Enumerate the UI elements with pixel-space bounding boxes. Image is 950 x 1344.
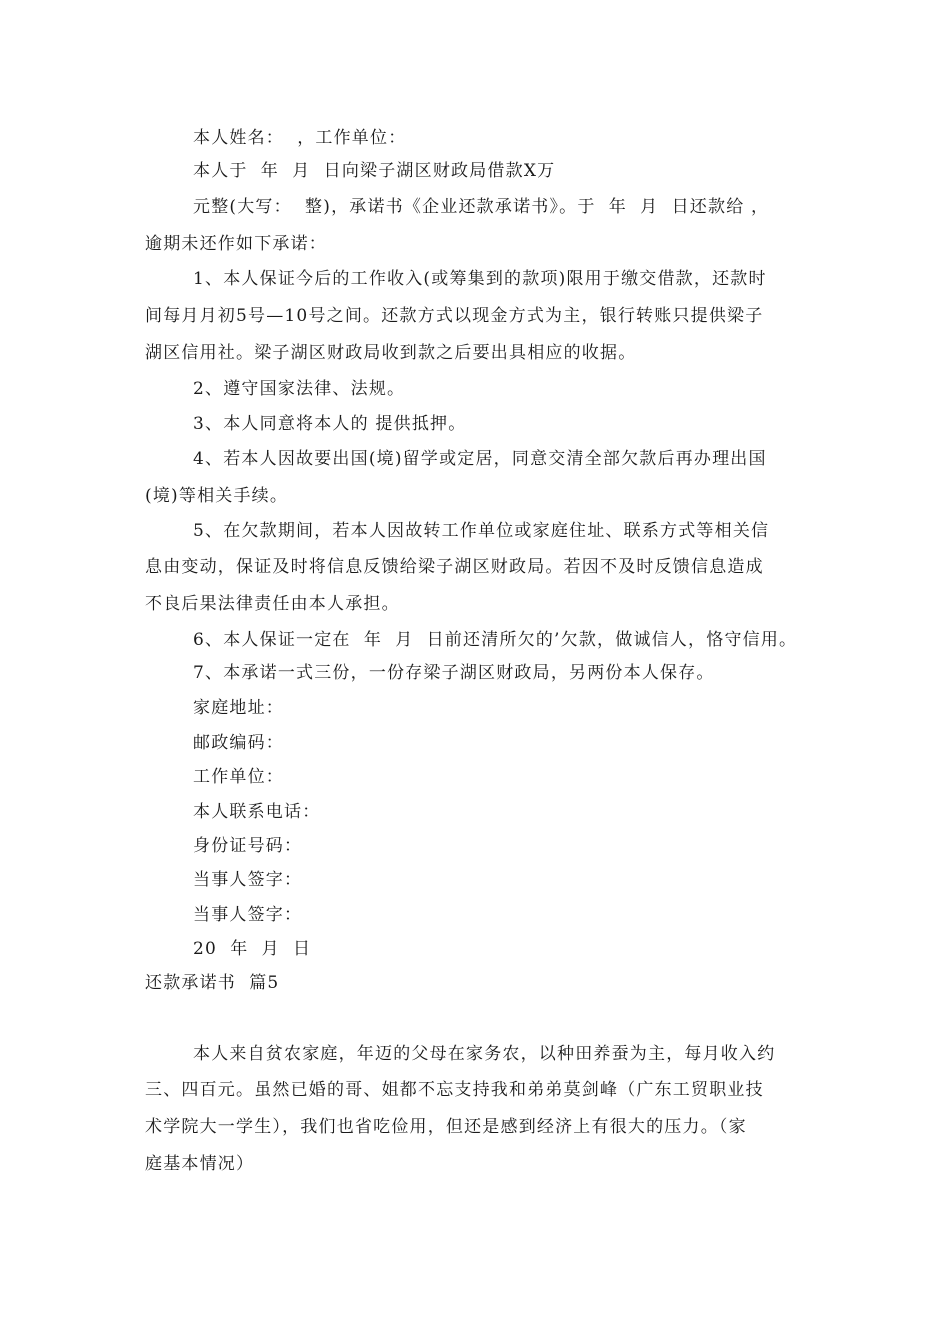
text-line: 1、本人保证今后的工作收入(或筹集到的款项)限用于缴交借款，还款时: [193, 269, 767, 289]
text-line: 本人来自贫农家庭，年迈的父母在家务农，以种田养蚕为主，每月收入约: [193, 1044, 776, 1064]
text-line: 不良后果法律责任由本人承担。: [145, 594, 400, 614]
text-line: 3、本人同意将本人的 提供抵押。: [193, 414, 467, 434]
text-line: 三、四百元。虽然已婚的哥、姐都不忘支持我和弟弟莫剑峰（广东工贸职业技: [145, 1080, 764, 1100]
text-line: 20 年 月 日: [193, 939, 312, 959]
text-line: 家庭地址：: [193, 698, 284, 718]
text-line: 逾期未还作如下承诺：: [145, 234, 327, 254]
text-line: 息由变动，保证及时将信息反馈给梁子湖区财政局。若因不及时反馈信息造成: [145, 557, 764, 577]
text-line: 当事人签字：: [193, 905, 303, 925]
text-line: 元整(大写： 整)，承诺书《企业还款承诺书》。于 年 月 日还款给 ，: [193, 197, 770, 217]
text-line: 2、遵守国家法律、法规。: [193, 379, 406, 399]
text-line: 5、在欠款期间，若本人因故转工作单位或家庭住址、联系方式等相关信: [193, 521, 770, 541]
text-line: 4、若本人因故要出国(境)留学或定居，同意交清全部欠款后再办理出国: [193, 449, 767, 469]
text-line: 邮政编码：: [193, 733, 284, 753]
text-line: (境)等相关手续。: [145, 486, 289, 506]
text-line: 湖区信用社。梁子湖区财政局收到款之后要出具相应的收据。: [145, 343, 637, 363]
text-line: 本人于 年 月 日向梁子湖区财政局借款X万: [193, 161, 556, 181]
text-line: 身份证号码：: [193, 836, 303, 856]
text-line: 工作单位：: [193, 767, 284, 787]
text-line: 7、本承诺一式三份，一份存梁子湖区财政局，另两份本人保存。: [193, 663, 715, 683]
section-heading: 还款承诺书 篇5: [145, 973, 280, 993]
text-line: 6、本人保证一定在 年 月 日前还清所欠的’欠款，做诚信人，恪守信用。: [193, 630, 798, 650]
text-line: 庭基本情况）: [145, 1154, 255, 1174]
text-line: 术学院大一学生），我们也省吃俭用，但还是感到经济上有很大的压力。（家: [145, 1117, 747, 1137]
text-line: 间每月月初5号—10号之间。还款方式以现金方式为主，银行转账只提供梁子: [145, 306, 764, 326]
text-line: 本人姓名： ，工作单位：: [193, 128, 407, 148]
text-line: 本人联系电话：: [193, 802, 321, 822]
text-line: 当事人签字：: [193, 870, 303, 890]
